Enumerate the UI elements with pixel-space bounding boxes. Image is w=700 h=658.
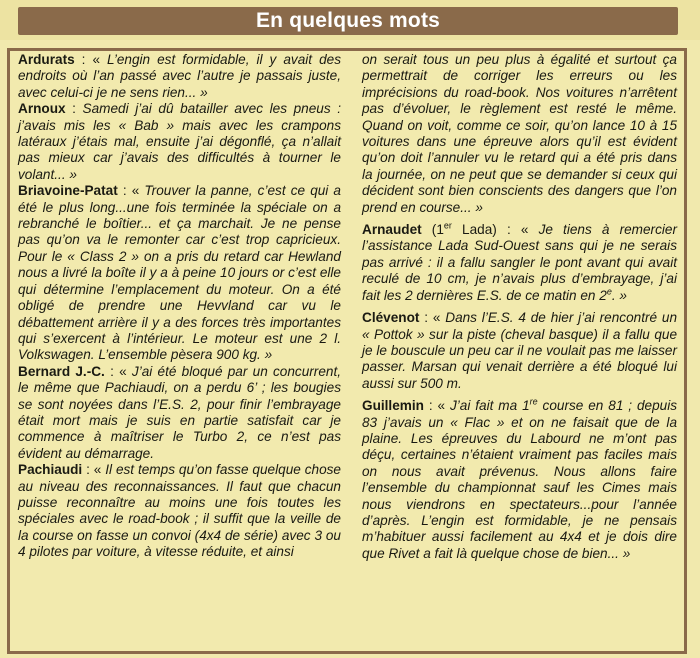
entry-pachiaudi-continued: on serait tous un peu plus à égalité et surtout ça permettrait de corriger les erreurs ou les imprécisions du road-book. Nos voitures n’arrêtent pas d’évoluer, le règlement est resté le même. Quand on voit, comme ce soir, qu’on lance 10 à 15 voitures dans une épreuve alors qu’il est évident qu’on doit l’annuler vu le retard qui a été pris dans la journée, on ne peut que se demander si ceux qui décident sont bien conscients des dangers que l’on prend en course... » xyxy=(362,52,677,215)
page-title: En quelques mots xyxy=(255,9,441,32)
speaker-name: Arnoux xyxy=(18,101,66,117)
header-band xyxy=(0,0,700,40)
entry-ardurats xyxy=(18,52,341,101)
separator: : xyxy=(65,101,83,117)
entry-clevenot xyxy=(362,310,677,392)
speaker-name: Clévenot xyxy=(362,310,420,326)
separator: : « xyxy=(74,52,108,67)
separator: : « xyxy=(82,462,106,478)
entry-pachiaudi xyxy=(18,462,341,560)
speaker-name: Ardurats xyxy=(18,52,75,67)
speaker-note: Lada) : « xyxy=(451,222,539,238)
entry-arnoux xyxy=(18,101,341,183)
speaker-name: Bernard J.-C. xyxy=(18,363,105,379)
speaker-name: Arnaudet xyxy=(362,222,422,238)
quote-text: course en 81 ; depuis 83 j’avais un « Flac » et on ne faisait que de la plaine. Les épreuves du Labourd ne m’ont pas déçu, certaines n’étaient vraiment pas faciles mais on nous avait prévenus. Nous allons faire l’ensemble du championnat sauf les Cimes mais nous viendrons en spectateurs...pour l’année d’après. L’engin est formidable, je ne pensais m’habituer aussi facilement au 4x4 et je dois dire que Rivet a fait là quelque chose de bien... » xyxy=(362,398,678,561)
left-column xyxy=(18,52,341,561)
quote-text: Dans l’E.S. 4 de hier j’ai rencontré un « Pottok » sur la piste (cheval basque) il a fallu que je le bouscule un peu car il ne voulait pas me laisser passer. Marsan qui venait derrière a été bloqué lui aussi sur 500 m. xyxy=(362,310,678,391)
quote-text: L’engin est formidable, il y avait des endroits où l’an passé avec l’autre je passais juste, avec celui-ci je ne sens rien... » xyxy=(18,52,341,100)
entry-briavoine-patat xyxy=(18,183,341,363)
quote-text: Il est temps qu’on fasse quelque chose au niveau des reconnaissances. Il faut que chacun puisse reconnaître au moins une fois toutes les spéciales avec le road-book ; il suffit que la veille de la course on fasse un convoi (4x4 de série) avec 3 ou 4 pilotes par voiture, à vitesse réduite, et ainsi xyxy=(18,462,341,560)
right-column xyxy=(362,52,677,562)
quote-text: Samedi j’ai dû batailler avec les pneus : j’avais mis les « Bab » mais avec les crampons latéraux j’étais mal, ensuite j’ai dégonflé, ça n’allait pas mieux car j’avais des difficultés à tourner le volant... » xyxy=(18,101,341,182)
title-box xyxy=(18,7,678,35)
superscript: e xyxy=(606,286,612,297)
superscript: er xyxy=(443,220,452,231)
quote-text: Trouver la panne, c’est ce qui a été le plus long...une fois terminée la spéciale on a rebranché le boîtier... et ça marchait. Je ne pense pas qu’on va le remonter car c’est trop capricieux. Pour le « Class 2 » on a pris du retard car Hewland nous a livré la boîte il y a à peine 10 jours or c’est elle qui détermine l’emplacement du moteur. On a été obligé de prendre une Hevvland car vu le débattement arrière il y a des forces très importantes qui s’exercent à l’intérieur. Le moteur est une 2 l. Volkswagen. L’ensemble pèsera 900 kg. » xyxy=(18,183,341,363)
separator: : « xyxy=(423,398,450,414)
separator: : « xyxy=(419,310,446,326)
quote-text: . » xyxy=(611,287,627,303)
separator: : « xyxy=(117,183,145,199)
entry-guillemin xyxy=(362,398,677,562)
entry-arnaudet xyxy=(362,222,677,304)
entry-bernard xyxy=(18,364,341,462)
quote-text: J’ai été bloqué par un concurrent, le même que Pachiaudi, on a perdu 6’ ; les bougies se sont noyées dans l’E.S. 2, pour finir l’embrayage était mort mais je suis en partie satisfait car je commence à maîtriser le Turbo 2, ce n’est pas évident au démarrage. xyxy=(18,363,342,461)
quote-text: J’ai fait ma 1 xyxy=(449,398,530,414)
speaker-note: (1 xyxy=(421,222,444,238)
quote-text: Je tiens à remercier l’assistance Lada Sud-Ouest sans qui je ne serais pas arrivé : il a fallu sangler le pont avant qui avait reculé de 10 cm, je n’avais plus d’embrayage, j’ai fait les 2 dernières E.S. de ce matin en 2 xyxy=(362,222,677,303)
superscript: re xyxy=(529,396,538,407)
separator: : « xyxy=(104,363,132,379)
speaker-name: Briavoine-Patat xyxy=(18,183,118,199)
speaker-name: Guillemin xyxy=(362,398,424,414)
speaker-name: Pachiaudi xyxy=(18,462,83,478)
